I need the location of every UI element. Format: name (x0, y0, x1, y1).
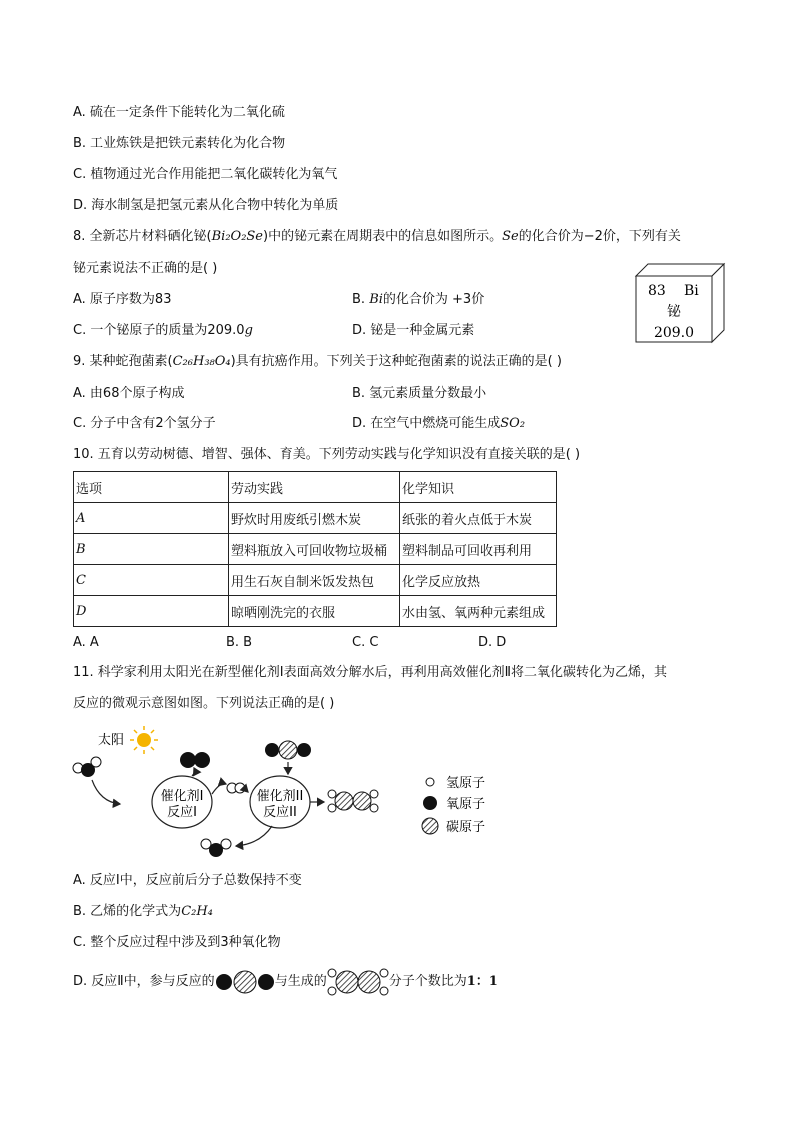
table-cell: 晾晒刚洗完的衣服 (229, 596, 400, 627)
legend (422, 776, 485, 835)
q10-option-d: D. D (478, 635, 507, 650)
q11-stem-line1: 11. 科学家利用太阳光在新型催化剂Ⅰ表面高效分解水后，再利用高效催化剂Ⅱ将二氧化碳转化为乙烯，其 (73, 665, 668, 680)
table-cell: C (74, 565, 229, 596)
hydrogen-atom-icon (426, 778, 434, 786)
element-name: 铋 (667, 304, 681, 320)
q8-option-d: D. 铋是一种金属元素 (352, 323, 475, 338)
table-row (74, 596, 557, 627)
q11-option-d: D. 反应Ⅱ中，参与反应的 与生成的 分子个数比为 1：1 (73, 966, 498, 998)
table-header-cell: 劳动实践 (229, 472, 400, 503)
table-cell: D (74, 596, 229, 627)
q9-option-a: A. 由68个原子构成 (73, 386, 185, 401)
q10-option-b: B. B (226, 635, 253, 650)
water-molecule-out-icon (201, 839, 231, 857)
table-header-row (74, 472, 557, 503)
table-cell: 塑料瓶放入可回收物垃圾桶 (229, 534, 400, 565)
table-header-cell: 选项 (74, 472, 229, 503)
q11-option-b: B. 乙烯的化学式为C₂H₄ (73, 904, 213, 919)
sun-icon (130, 726, 158, 754)
legend-oxygen: 氧原子 (446, 797, 486, 812)
table-row (74, 534, 557, 565)
legend-hydrogen: 氢原子 (446, 776, 486, 791)
q8-formula: Bi₂O₂Se (211, 229, 263, 244)
q8-option-b: B. Bi的化合价为 +3价 (352, 292, 485, 307)
q11-option-c: C. 整个反应过程中涉及到3种氧化物 (73, 935, 281, 950)
sun-label: 太阳 (98, 733, 125, 748)
oxygen-atom-icon (423, 796, 437, 810)
reaction-1-label: 反应I (167, 805, 197, 820)
q10-option-a: A. A (73, 635, 99, 650)
q7-option-a: A. 硫在一定条件下能转化为二氧化硫 (73, 105, 285, 120)
q9-stem: 9. 某种蛇孢菌素(C₂₆H₃₈O₄)具有抗癌作用。下列关于这种蛇孢菌素的说法正确的是( ) (73, 354, 562, 369)
q8-option-c: C. 一个铋原子的质量为209.0g (73, 323, 253, 338)
carbon-atom-icon (422, 818, 438, 834)
water-molecule-icon (73, 757, 101, 777)
q7-option-b: B. 工业炼铁是把铁元素转化为化合物 (73, 136, 286, 151)
q11-option-a: A. 反应Ⅰ中，反应前后分子总数保持不变 (73, 873, 302, 888)
table-cell: 水由氢、氧两种元素组成 (400, 596, 557, 627)
table-cell: 用生石灰自制米饭发热包 (229, 565, 400, 596)
legend-carbon: 碳原子 (446, 820, 486, 835)
q9-option-d: D. 在空气中燃烧可能生成SO₂ (352, 416, 526, 431)
table-header-cell: 化学知识 (400, 472, 557, 503)
table-cell: 野炊时用废纸引燃木炭 (229, 503, 400, 534)
q7-option-d: D. 海水制氢是把氢元素从化合物中转化为单质 (73, 198, 339, 213)
q11-stem-line2: 反应的微观示意图如图。下列说法正确的是( ) (73, 696, 335, 711)
element-symbol: Bi (684, 283, 699, 299)
table-cell: 化学反应放热 (400, 565, 557, 596)
table-cell: 纸张的着火点低于木炭 (400, 503, 557, 534)
reaction-diagram (60, 722, 540, 864)
q9-option-b: B. 氢元素质量分数最小 (352, 386, 487, 401)
q10-option-c: C. C (352, 635, 379, 650)
q8-stem-line1: 8. 全新芯片材料硒化铋(Bi₂O₂Se)中的铋元素在周期表中的信息如图所示。Se的化合价为−2价，下列有关 (73, 229, 681, 244)
table-cell: B (74, 534, 229, 565)
table-row (74, 503, 557, 534)
carbon-dioxide-molecule-icon (265, 741, 311, 759)
element-card-bismuth (632, 262, 728, 346)
q10-stem: 10. 五育以劳动树德、增智、强体、育美。下列劳动实践与化学知识没有直接关联的是( ) (73, 447, 581, 462)
table-cell: 塑料制品可回收再利用 (400, 534, 557, 565)
ethylene-icon (327, 966, 389, 998)
element-mass: 209.0 (653, 325, 695, 341)
ethylene-molecule-icon (328, 790, 378, 812)
reaction-2-label: 反应II (263, 805, 297, 820)
q8-option-a: A. 原子序数为83 (73, 292, 172, 307)
table-row (74, 565, 557, 596)
table-cell: A (74, 503, 229, 534)
co2-molecule-icon (215, 970, 275, 994)
oxygen-molecule-icon (180, 752, 210, 768)
hydrogen-molecule-icon (227, 783, 245, 793)
element-number: 83 (648, 283, 666, 299)
q9-option-c: C. 分子中含有2个氢分子 (73, 416, 216, 431)
q10-table (73, 471, 557, 627)
q8-stem-line2: 铋元素说法不正确的是( ) (73, 261, 218, 276)
catalyst-1-label: 催化剂I (160, 789, 204, 804)
catalyst-2-label: 催化剂II (256, 789, 304, 804)
q7-option-c: C. 植物通过光合作用能把二氧化碳转化为氧气 (73, 167, 338, 182)
